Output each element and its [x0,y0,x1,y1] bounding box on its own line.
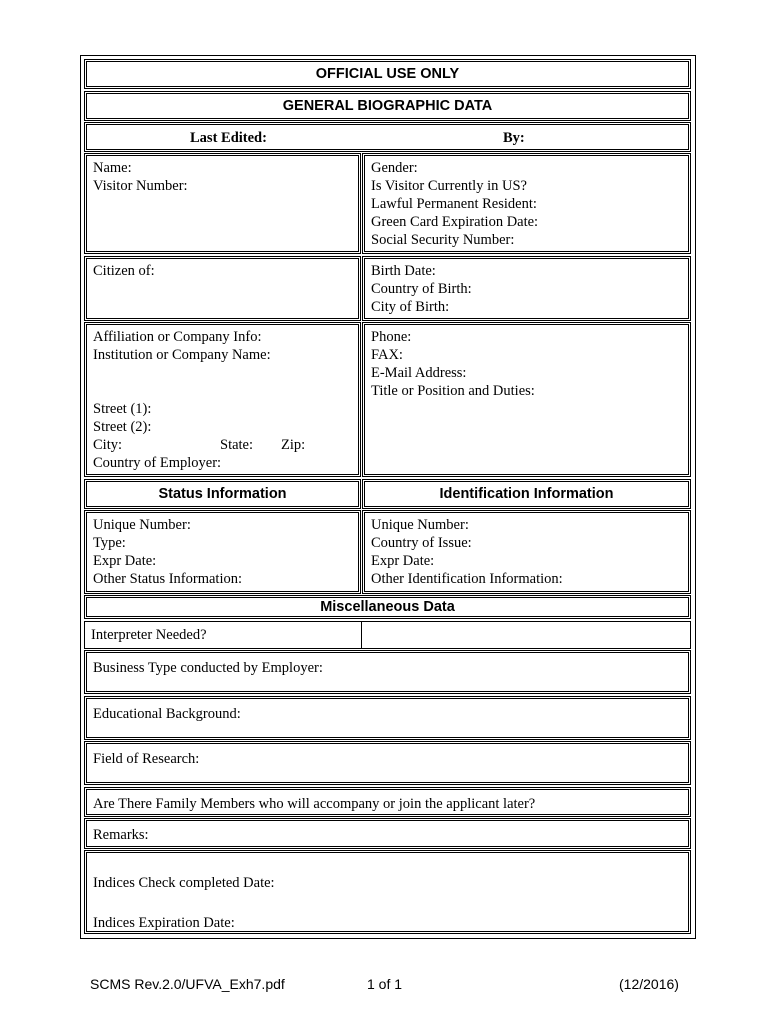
state-field[interactable]: State: [220,437,254,453]
name-field[interactable]: Name: [93,160,132,176]
status-unique-number-field[interactable]: Unique Number: [93,517,191,533]
indices-expiration-field[interactable]: Indices Expiration Date: [93,915,235,931]
visitor-number-field[interactable]: Visitor Number: [93,178,188,194]
identification-cell [362,510,691,594]
green-card-expiration-field[interactable]: Green Card Expiration Date: [371,214,539,230]
institution-name-field[interactable]: Institution or Company Name: [93,347,271,363]
business-type-cell [84,650,691,694]
official-use-label: OFFICIAL USE ONLY [315,66,460,82]
id-expr-date-field[interactable]: Expr Date: [371,553,435,569]
citizen-of-field[interactable]: Citizen of: [93,263,155,279]
misc-title: Miscellaneous Data [320,599,455,615]
status-cell [84,510,361,594]
family-field[interactable]: Are There Family Members who will accompany or join the applicant later? [93,796,536,812]
city-field[interactable]: City: [93,437,123,453]
street2-field[interactable]: Street (2): [93,419,152,435]
remarks-field[interactable]: Remarks: [93,827,149,843]
by-label: By: [503,130,525,146]
lawful-resident-field[interactable]: Lawful Permanent Resident: [371,196,537,212]
interpreter-answer-cell[interactable] [361,621,691,649]
identity-right-cell [362,153,691,254]
status-header [84,479,361,509]
birth-date-field[interactable]: Birth Date: [371,263,436,279]
affiliation-cell [84,322,361,477]
misc-header [84,595,691,619]
id-unique-number-field[interactable]: Unique Number: [371,517,469,533]
interpreter-field[interactable]: Interpreter Needed? [91,627,207,643]
interpreter-cell [84,621,362,649]
education-field[interactable]: Educational Background: [93,706,241,722]
remarks-cell [84,818,691,849]
general-bio-header [84,91,691,121]
birth-cell [362,256,691,321]
affiliation-info-field[interactable]: Affiliation or Company Info: [93,329,262,345]
visitor-in-us-field[interactable]: Is Visitor Currently in US? [371,178,527,194]
street1-field[interactable]: Street (1): [93,401,152,417]
indices-cell [84,850,691,934]
other-status-field[interactable]: Other Status Information: [93,571,243,587]
last-edited-row [84,122,691,152]
footer-file: SCMS Rev.2.0/UFVA_Exh7.pdf [90,976,285,992]
identification-header [362,479,691,509]
phone-field[interactable]: Phone: [371,329,412,345]
country-of-birth-field[interactable]: Country of Birth: [371,281,472,297]
status-title: Status Information [158,486,287,502]
status-type-field[interactable]: Type: [93,535,126,551]
ssn-field[interactable]: Social Security Number: [371,232,515,248]
other-identification-field[interactable]: Other Identification Information: [371,571,563,587]
education-cell [84,696,691,740]
status-expr-date-field[interactable]: Expr Date: [93,553,157,569]
business-type-field[interactable]: Business Type conducted by Employer: [93,660,323,676]
general-bio-label: GENERAL BIOGRAPHIC DATA [282,98,493,114]
identification-title: Identification Information [439,486,614,502]
last-edited-label: Last Edited: [190,130,267,146]
fax-field[interactable]: FAX: [371,347,403,363]
city-of-birth-field[interactable]: City of Birth: [371,299,450,315]
research-field[interactable]: Field of Research: [93,751,200,767]
email-field[interactable]: E-Mail Address: [371,365,467,381]
footer-page: 1 of 1 [367,976,403,992]
indices-check-field[interactable]: Indices Check completed Date: [93,875,275,891]
zip-field[interactable]: Zip: [281,437,306,453]
contact-cell [362,322,691,477]
citizenship-left-cell [84,256,361,321]
country-employer-field[interactable]: Country of Employer: [93,455,222,471]
family-cell [84,787,691,817]
gender-field[interactable]: Gender: [371,160,418,176]
research-cell [84,741,691,785]
official-use-header [84,59,691,89]
footer-date: (12/2016) [619,976,679,992]
title-duties-field[interactable]: Title or Position and Duties: [371,383,535,399]
country-of-issue-field[interactable]: Country of Issue: [371,535,472,551]
identity-left-cell [84,153,361,254]
